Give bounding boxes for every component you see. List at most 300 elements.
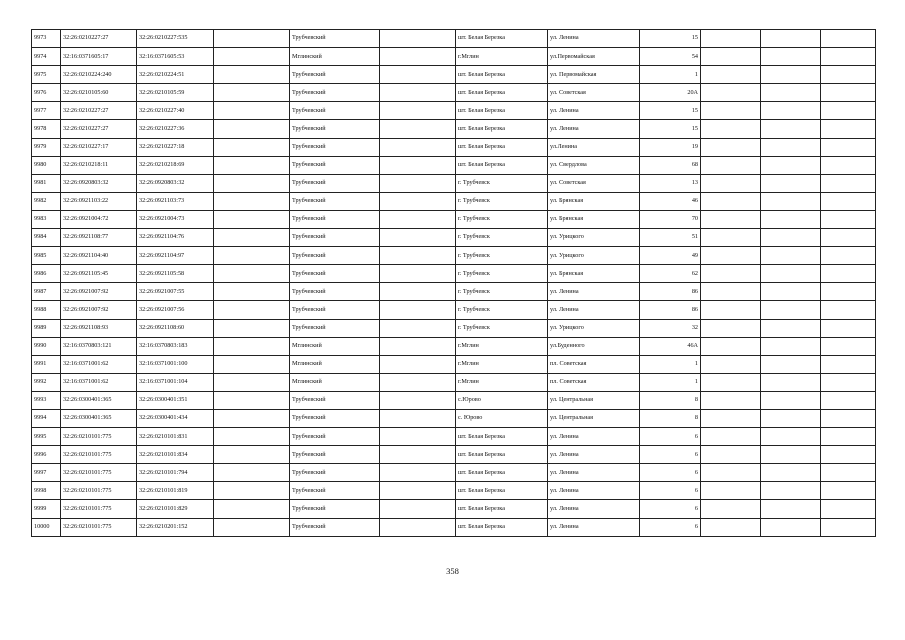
- parent-cadastral-number-cell: 32:26:0920803:32: [61, 174, 137, 192]
- table-row: [32, 464, 876, 482]
- cadastral-number-cell: 32:26:0210201:152: [137, 518, 214, 536]
- empty-cell-cell: [821, 138, 876, 156]
- empty-cell-cell: [701, 229, 761, 247]
- district-cell: Мглинский: [290, 373, 380, 391]
- street-cell: ул. Советская: [548, 84, 640, 102]
- empty-cell-cell: [761, 464, 821, 482]
- district-cell: Трубчевский: [290, 301, 380, 319]
- street-cell: ул. Ленина: [548, 518, 640, 536]
- row-number-cell: 9974: [32, 48, 61, 66]
- empty-cell-cell: [380, 391, 456, 409]
- row-number-cell: 9994: [32, 409, 61, 427]
- table-row: [32, 84, 876, 102]
- cadastral-number-cell: 32:26:0921104:97: [137, 247, 214, 265]
- district-cell: Мглинский: [290, 355, 380, 373]
- empty-cell-cell: [380, 247, 456, 265]
- district-cell: Трубчевский: [290, 174, 380, 192]
- empty-cell-cell: [821, 120, 876, 138]
- house-number-cell: 70: [640, 210, 701, 228]
- parent-cadastral-number-cell: 32:26:0921108:93: [61, 319, 137, 337]
- parent-cadastral-number-cell: 32:16:0371605:17: [61, 48, 137, 66]
- cadastral-number-cell: 32:16:0371001:104: [137, 373, 214, 391]
- empty-cell-cell: [761, 210, 821, 228]
- cadastral-number-cell: 32:26:0921105:58: [137, 265, 214, 283]
- table-row: [32, 156, 876, 174]
- row-number-cell: 9987: [32, 283, 61, 301]
- street-cell: ул. Центральная: [548, 391, 640, 409]
- empty-cell-cell: [380, 48, 456, 66]
- empty-cell-cell: [821, 66, 876, 84]
- street-cell: ул.Ленина: [548, 138, 640, 156]
- empty-cell-cell: [380, 138, 456, 156]
- empty-cell-cell: [380, 337, 456, 355]
- district-cell: Трубчевский: [290, 156, 380, 174]
- parent-cadastral-number-cell: 32:26:0210101:775: [61, 518, 137, 536]
- row-number-cell: 9991: [32, 355, 61, 373]
- empty-cell-cell: [214, 265, 290, 283]
- row-number-cell: 9976: [32, 84, 61, 102]
- empty-cell-cell: [761, 174, 821, 192]
- empty-cell-cell: [380, 192, 456, 210]
- empty-cell-cell: [380, 409, 456, 427]
- parent-cadastral-number-cell: 32:26:0921004:72: [61, 210, 137, 228]
- empty-cell-cell: [761, 138, 821, 156]
- table-row: [32, 391, 876, 409]
- empty-cell-cell: [214, 156, 290, 174]
- table-body: [32, 30, 876, 537]
- empty-cell-cell: [761, 301, 821, 319]
- empty-cell-cell: [761, 373, 821, 391]
- empty-cell-cell: [821, 518, 876, 536]
- table-row: [32, 409, 876, 427]
- settlement-cell: шт. Белая Березка: [456, 138, 548, 156]
- settlement-cell: г. Трубчевск: [456, 174, 548, 192]
- row-number-cell: 9985: [32, 247, 61, 265]
- street-cell: ул. Ленина: [548, 283, 640, 301]
- table-row: [32, 355, 876, 373]
- house-number-cell: 8: [640, 409, 701, 427]
- parent-cadastral-number-cell: 32:26:0210224:240: [61, 66, 137, 84]
- empty-cell-cell: [701, 48, 761, 66]
- empty-cell-cell: [761, 446, 821, 464]
- empty-cell-cell: [821, 500, 876, 518]
- empty-cell-cell: [821, 355, 876, 373]
- cadastral-number-cell: 32:26:0210105:59: [137, 84, 214, 102]
- parent-cadastral-number-cell: 32:26:0210227:27: [61, 120, 137, 138]
- row-number-cell: 9995: [32, 428, 61, 446]
- empty-cell-cell: [701, 30, 761, 48]
- house-number-cell: 54: [640, 48, 701, 66]
- parent-cadastral-number-cell: 32:26:0210227:27: [61, 102, 137, 120]
- table-row: [32, 138, 876, 156]
- empty-cell-cell: [214, 84, 290, 102]
- district-cell: Трубчевский: [290, 283, 380, 301]
- settlement-cell: шт. Белая Березка: [456, 66, 548, 84]
- house-number-cell: 46: [640, 192, 701, 210]
- row-number-cell: 9979: [32, 138, 61, 156]
- district-cell: Мглинский: [290, 48, 380, 66]
- district-cell: Трубчевский: [290, 265, 380, 283]
- cadastral-number-cell: 32:26:0921108:60: [137, 319, 214, 337]
- empty-cell-cell: [701, 428, 761, 446]
- table-row: [32, 192, 876, 210]
- empty-cell-cell: [701, 120, 761, 138]
- parent-cadastral-number-cell: 32:26:0210218:11: [61, 156, 137, 174]
- row-number-cell: 9990: [32, 337, 61, 355]
- house-number-cell: 15: [640, 102, 701, 120]
- table-row: [32, 210, 876, 228]
- parent-cadastral-number-cell: 32:26:0210101:775: [61, 482, 137, 500]
- cadastral-number-cell: 32:26:0921007:56: [137, 301, 214, 319]
- empty-cell-cell: [761, 120, 821, 138]
- row-number-cell: 9978: [32, 120, 61, 138]
- empty-cell-cell: [701, 500, 761, 518]
- table-row: [32, 174, 876, 192]
- house-number-cell: 1: [640, 66, 701, 84]
- house-number-cell: 49: [640, 247, 701, 265]
- settlement-cell: г.Мглин: [456, 337, 548, 355]
- empty-cell-cell: [821, 156, 876, 174]
- house-number-cell: 15: [640, 30, 701, 48]
- parent-cadastral-number-cell: 32:26:0210227:27: [61, 30, 137, 48]
- row-number-cell: 10000: [32, 518, 61, 536]
- empty-cell-cell: [380, 428, 456, 446]
- empty-cell-cell: [761, 265, 821, 283]
- street-cell: ул. Ленина: [548, 482, 640, 500]
- empty-cell-cell: [214, 192, 290, 210]
- empty-cell-cell: [701, 319, 761, 337]
- house-number-cell: 46А: [640, 337, 701, 355]
- row-number-cell: 9992: [32, 373, 61, 391]
- empty-cell-cell: [380, 373, 456, 391]
- house-number-cell: 6: [640, 500, 701, 518]
- cadastral-number-cell: 32:26:0210101:834: [137, 446, 214, 464]
- district-cell: Мглинский: [290, 337, 380, 355]
- settlement-cell: шт. Белая Березка: [456, 482, 548, 500]
- table-row: [32, 518, 876, 536]
- empty-cell-cell: [761, 409, 821, 427]
- cadastral-number-cell: 32:26:0210227:36: [137, 120, 214, 138]
- empty-cell-cell: [214, 319, 290, 337]
- street-cell: ул. Ленина: [548, 301, 640, 319]
- empty-cell-cell: [701, 247, 761, 265]
- empty-cell-cell: [214, 428, 290, 446]
- empty-cell-cell: [821, 265, 876, 283]
- row-number-cell: 9983: [32, 210, 61, 228]
- empty-cell-cell: [761, 518, 821, 536]
- empty-cell-cell: [214, 464, 290, 482]
- table-row: [32, 66, 876, 84]
- empty-cell-cell: [380, 210, 456, 228]
- page-number: 358: [446, 566, 459, 576]
- empty-cell-cell: [701, 156, 761, 174]
- table-row: [32, 48, 876, 66]
- empty-cell-cell: [761, 500, 821, 518]
- empty-cell-cell: [214, 446, 290, 464]
- street-cell: пл. Советская: [548, 355, 640, 373]
- street-cell: ул. Брянская: [548, 210, 640, 228]
- settlement-cell: шт. Белая Березка: [456, 518, 548, 536]
- settlement-cell: шт. Белая Березка: [456, 84, 548, 102]
- empty-cell-cell: [214, 102, 290, 120]
- district-cell: Трубчевский: [290, 192, 380, 210]
- empty-cell-cell: [701, 174, 761, 192]
- empty-cell-cell: [701, 482, 761, 500]
- empty-cell-cell: [821, 48, 876, 66]
- settlement-cell: г.Мглин: [456, 355, 548, 373]
- table-row: [32, 500, 876, 518]
- street-cell: ул. Первомайская: [548, 66, 640, 84]
- empty-cell-cell: [821, 391, 876, 409]
- row-number-cell: 9997: [32, 464, 61, 482]
- cadastral-number-cell: 32:26:0210101:831: [137, 428, 214, 446]
- district-cell: Трубчевский: [290, 409, 380, 427]
- cadastral-number-cell: 32:26:0210227:40: [137, 102, 214, 120]
- house-number-cell: 32: [640, 319, 701, 337]
- street-cell: ул. Урицкого: [548, 247, 640, 265]
- row-number-cell: 9980: [32, 156, 61, 174]
- table-row: [32, 446, 876, 464]
- empty-cell-cell: [701, 301, 761, 319]
- house-number-cell: 6: [640, 446, 701, 464]
- empty-cell-cell: [380, 518, 456, 536]
- house-number-cell: 19: [640, 138, 701, 156]
- empty-cell-cell: [821, 482, 876, 500]
- parent-cadastral-number-cell: 32:26:0921007:92: [61, 301, 137, 319]
- empty-cell-cell: [821, 84, 876, 102]
- empty-cell-cell: [380, 482, 456, 500]
- parent-cadastral-number-cell: 32:26:0210101:775: [61, 446, 137, 464]
- empty-cell-cell: [701, 210, 761, 228]
- settlement-cell: г. Трубчевск: [456, 283, 548, 301]
- street-cell: ул. Центральная: [548, 409, 640, 427]
- settlement-cell: с. Юрово: [456, 409, 548, 427]
- row-number-cell: 9998: [32, 482, 61, 500]
- district-cell: Трубчевский: [290, 391, 380, 409]
- row-number-cell: 9988: [32, 301, 61, 319]
- street-cell: пл. Советская: [548, 373, 640, 391]
- district-cell: Трубчевский: [290, 500, 380, 518]
- district-cell: Трубчевский: [290, 319, 380, 337]
- empty-cell-cell: [701, 66, 761, 84]
- empty-cell-cell: [380, 120, 456, 138]
- house-number-cell: 6: [640, 482, 701, 500]
- empty-cell-cell: [380, 174, 456, 192]
- cadastral-number-cell: 32:26:0210101:819: [137, 482, 214, 500]
- empty-cell-cell: [761, 355, 821, 373]
- row-number-cell: 9975: [32, 66, 61, 84]
- cadastral-number-cell: 32:26:0921007:55: [137, 283, 214, 301]
- empty-cell-cell: [214, 301, 290, 319]
- table-row: [32, 120, 876, 138]
- row-number-cell: 9984: [32, 229, 61, 247]
- empty-cell-cell: [761, 30, 821, 48]
- empty-cell-cell: [701, 409, 761, 427]
- table-row: [32, 229, 876, 247]
- settlement-cell: г. Трубчевск: [456, 247, 548, 265]
- settlement-cell: шт. Белая Березка: [456, 156, 548, 174]
- settlement-cell: г. Трубчевск: [456, 229, 548, 247]
- table-row: [32, 283, 876, 301]
- empty-cell-cell: [821, 337, 876, 355]
- parent-cadastral-number-cell: 32:26:0210101:775: [61, 428, 137, 446]
- house-number-cell: 6: [640, 464, 701, 482]
- cadastral-number-cell: 32:26:0921004:73: [137, 210, 214, 228]
- empty-cell-cell: [380, 102, 456, 120]
- cadastral-number-cell: 32:26:0210227:18: [137, 138, 214, 156]
- empty-cell-cell: [701, 518, 761, 536]
- empty-cell-cell: [380, 464, 456, 482]
- cadastral-number-cell: 32:26:0210227:535: [137, 30, 214, 48]
- settlement-cell: г. Трубчевск: [456, 319, 548, 337]
- district-cell: Трубчевский: [290, 138, 380, 156]
- street-cell: ул.Первомайская: [548, 48, 640, 66]
- parent-cadastral-number-cell: 32:26:0210101:775: [61, 464, 137, 482]
- empty-cell-cell: [701, 464, 761, 482]
- table-row: [32, 373, 876, 391]
- district-cell: Трубчевский: [290, 247, 380, 265]
- cadastral-number-cell: 32:26:0210101:829: [137, 500, 214, 518]
- district-cell: Трубчевский: [290, 482, 380, 500]
- table-row: [32, 30, 876, 48]
- settlement-cell: с.Юрово: [456, 391, 548, 409]
- street-cell: ул.Буденного: [548, 337, 640, 355]
- empty-cell-cell: [380, 319, 456, 337]
- empty-cell-cell: [380, 30, 456, 48]
- parent-cadastral-number-cell: 32:26:0921104:40: [61, 247, 137, 265]
- empty-cell-cell: [821, 174, 876, 192]
- cadastral-number-cell: 32:26:0921104:76: [137, 229, 214, 247]
- cadastral-number-cell: 32:26:0210224:51: [137, 66, 214, 84]
- empty-cell-cell: [821, 283, 876, 301]
- parent-cadastral-number-cell: 32:26:0921105:45: [61, 265, 137, 283]
- house-number-cell: 86: [640, 301, 701, 319]
- row-number-cell: 9986: [32, 265, 61, 283]
- empty-cell-cell: [214, 373, 290, 391]
- settlement-cell: г.Мглин: [456, 48, 548, 66]
- empty-cell-cell: [214, 66, 290, 84]
- district-cell: Трубчевский: [290, 229, 380, 247]
- street-cell: ул. Ленина: [548, 30, 640, 48]
- street-cell: ул. Урицкого: [548, 319, 640, 337]
- empty-cell-cell: [821, 446, 876, 464]
- street-cell: ул. Свердлова: [548, 156, 640, 174]
- settlement-cell: шт. Белая Березка: [456, 102, 548, 120]
- empty-cell-cell: [761, 229, 821, 247]
- empty-cell-cell: [761, 48, 821, 66]
- empty-cell-cell: [214, 174, 290, 192]
- street-cell: ул. Советская: [548, 174, 640, 192]
- parent-cadastral-number-cell: 32:26:0210101:775: [61, 500, 137, 518]
- district-cell: Трубчевский: [290, 518, 380, 536]
- parent-cadastral-number-cell: 32:16:0371001:62: [61, 373, 137, 391]
- row-number-cell: 9982: [32, 192, 61, 210]
- register-table-container: [31, 29, 876, 537]
- row-number-cell: 9973: [32, 30, 61, 48]
- settlement-cell: г. Трубчевск: [456, 301, 548, 319]
- empty-cell-cell: [821, 30, 876, 48]
- empty-cell-cell: [380, 500, 456, 518]
- house-number-cell: 6: [640, 518, 701, 536]
- empty-cell-cell: [761, 283, 821, 301]
- row-number-cell: 9981: [32, 174, 61, 192]
- settlement-cell: г.Мглин: [456, 373, 548, 391]
- empty-cell-cell: [214, 391, 290, 409]
- street-cell: ул. Брянская: [548, 192, 640, 210]
- house-number-cell: 8: [640, 391, 701, 409]
- house-number-cell: 13: [640, 174, 701, 192]
- table-row: [32, 319, 876, 337]
- empty-cell-cell: [214, 409, 290, 427]
- street-cell: ул. Ленина: [548, 120, 640, 138]
- empty-cell-cell: [761, 247, 821, 265]
- empty-cell-cell: [701, 102, 761, 120]
- empty-cell-cell: [380, 301, 456, 319]
- parent-cadastral-number-cell: 32:26:0300401:365: [61, 409, 137, 427]
- empty-cell-cell: [701, 373, 761, 391]
- empty-cell-cell: [761, 428, 821, 446]
- empty-cell-cell: [214, 500, 290, 518]
- street-cell: ул. Ленина: [548, 102, 640, 120]
- empty-cell-cell: [701, 138, 761, 156]
- empty-cell-cell: [761, 66, 821, 84]
- street-cell: ул. Брянская: [548, 265, 640, 283]
- street-cell: ул. Ленина: [548, 464, 640, 482]
- district-cell: Трубчевский: [290, 102, 380, 120]
- table-row: [32, 428, 876, 446]
- row-number-cell: 9977: [32, 102, 61, 120]
- street-cell: ул. Ленина: [548, 446, 640, 464]
- empty-cell-cell: [761, 84, 821, 102]
- settlement-cell: г. Трубчевск: [456, 192, 548, 210]
- empty-cell-cell: [214, 355, 290, 373]
- empty-cell-cell: [214, 48, 290, 66]
- house-number-cell: 62: [640, 265, 701, 283]
- empty-cell-cell: [761, 391, 821, 409]
- empty-cell-cell: [701, 192, 761, 210]
- house-number-cell: 1: [640, 355, 701, 373]
- settlement-cell: шт. Белая Березка: [456, 464, 548, 482]
- empty-cell-cell: [214, 283, 290, 301]
- empty-cell-cell: [380, 229, 456, 247]
- house-number-cell: 6: [640, 428, 701, 446]
- cadastral-number-cell: 32:26:0210101:794: [137, 464, 214, 482]
- empty-cell-cell: [380, 446, 456, 464]
- empty-cell-cell: [214, 518, 290, 536]
- cadastral-number-cell: 32:16:0371001:100: [137, 355, 214, 373]
- empty-cell-cell: [701, 265, 761, 283]
- empty-cell-cell: [821, 301, 876, 319]
- district-cell: Трубчевский: [290, 446, 380, 464]
- district-cell: Трубчевский: [290, 210, 380, 228]
- empty-cell-cell: [821, 319, 876, 337]
- empty-cell-cell: [380, 84, 456, 102]
- cadastral-number-cell: 32:26:0300401:434: [137, 409, 214, 427]
- empty-cell-cell: [821, 102, 876, 120]
- district-cell: Трубчевский: [290, 464, 380, 482]
- settlement-cell: г. Трубчевск: [456, 265, 548, 283]
- parent-cadastral-number-cell: 32:26:0921007:92: [61, 283, 137, 301]
- parent-cadastral-number-cell: 32:26:0300401:365: [61, 391, 137, 409]
- empty-cell-cell: [214, 229, 290, 247]
- empty-cell-cell: [821, 373, 876, 391]
- row-number-cell: 9996: [32, 446, 61, 464]
- settlement-cell: шт. Белая Березка: [456, 500, 548, 518]
- cadastral-number-cell: 32:26:0921103:73: [137, 192, 214, 210]
- house-number-cell: 68: [640, 156, 701, 174]
- empty-cell-cell: [214, 210, 290, 228]
- table-row: [32, 247, 876, 265]
